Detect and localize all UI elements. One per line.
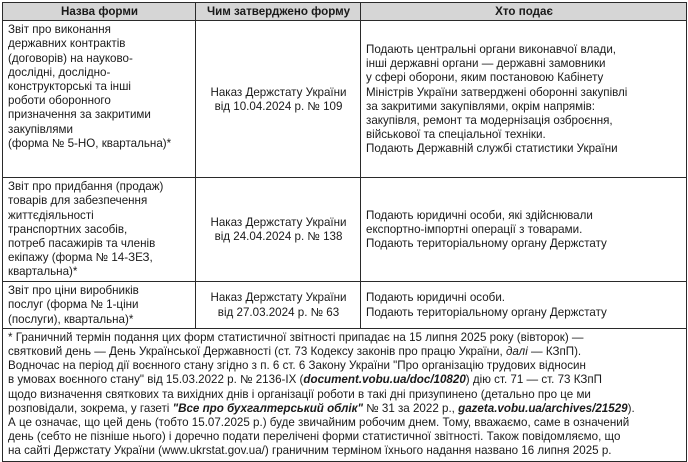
table-row — [3, 282, 687, 329]
text-line: потреб пасажирів та членів — [8, 237, 156, 251]
text-line: Подають центральні органи виконавчої влади, — [366, 42, 617, 56]
text-line: Звіт про придбання (продаж) — [8, 180, 164, 194]
text-line: закупівлями — [8, 122, 73, 136]
approval-cell — [196, 282, 361, 329]
text-line: військової та спеціальної техніки. — [366, 128, 546, 142]
text-line: Міністрів України затверджені оборонні закупівлі — [366, 85, 628, 99]
text-line: від 24.04.2024 р. № 138 — [214, 230, 343, 244]
footnote-line: щодо визначення святкових та вихідних днів і організації роботи в такі дні призупинено (детально про це ми — [8, 387, 591, 401]
footnote-line: на сайті Держстату України (www.ukrstat.gov.ua/) граничним терміном їхнього надання названо 16 липня 2025 р. — [8, 444, 612, 458]
text-line: Наказ Держстату України — [210, 291, 347, 305]
footnote-text: розповідали, зокрема, у газеті — [8, 401, 173, 415]
text-line: дослідні, дослідно- — [8, 65, 111, 79]
gazeta-link[interactable]: gazeta.vobu.ua/archives/21529 — [458, 401, 628, 415]
who-submits-cell — [361, 282, 687, 329]
who-submits-cell — [361, 21, 687, 178]
footnote-line: А це означає, що цей день (тобто 15.07.2025 р.) буде звичайним робочим днем. Тому, вважаємо, саме в означений — [8, 416, 630, 430]
text-line: Подають юридичні особи. — [366, 291, 506, 305]
text-line: Подають територіальному органу Держстату — [366, 305, 607, 319]
text-line: (послуги), квартальна)* — [8, 312, 134, 326]
footnote-text: святковий день — День Української Державності (ст. 73 Кодексу законів про працю України, — [8, 345, 506, 359]
table-row — [3, 21, 687, 178]
footnote-line — [8, 373, 680, 387]
text-line: Подають територіальному органу Держстату — [366, 237, 607, 251]
text-line: інші державні органи — державні замовники — [366, 57, 606, 71]
text-line: Подають Державній службі статистики України — [366, 142, 618, 156]
text-line: транспортних засобів, — [8, 222, 128, 236]
text-line: роботи оборонного — [8, 94, 111, 108]
text-line: Наказ Держстату України — [210, 216, 347, 229]
statistical-forms-table — [2, 2, 687, 462]
approval-cell — [196, 178, 361, 282]
footnote-text: — КЗпП). — [527, 345, 582, 359]
document-page — [2, 2, 686, 458]
header-who-submits: Хто подає — [361, 3, 687, 21]
text-line: конструкторські та інші — [8, 80, 131, 94]
text-line: екіпажу (форма № 14-ЗЕЗ, — [8, 251, 153, 265]
footnote-line — [8, 402, 680, 416]
footnote-text: № 31 за 2022 р., — [363, 401, 459, 415]
header-form-name: Назва форми — [3, 3, 196, 21]
text-line: Звіт про виконання — [8, 23, 111, 37]
text-line: державних контрактів — [8, 37, 126, 51]
header-approved-by: Чим затверджено форму — [196, 3, 361, 21]
text-line: від 27.03.2024 р. № 63 — [217, 305, 340, 319]
who-submits-cell — [361, 178, 687, 282]
footnote-text: ) дію ст. 71 — ст. 73 КЗпП — [465, 373, 602, 387]
text-line: Звіт про ціни виробників — [8, 284, 139, 298]
text-line: (форма № 5-НО, квартальна)* — [8, 136, 172, 150]
footnote-line: день (себто не пізніше нього) і доречно подати перелічені форми статистичної звітності. Також повідомляємо, що — [8, 430, 621, 444]
text-line: за закритими закупівлями, окрім напрямів: — [366, 99, 596, 113]
table-row — [3, 178, 687, 282]
footnote-text: ). — [627, 401, 635, 415]
text-line: товарів для забезпечення — [8, 194, 148, 208]
form-name-cell — [3, 21, 196, 178]
footnote-row — [3, 328, 687, 461]
text-line: життєдіяльності — [8, 208, 94, 222]
footnote-italic-text: далі — [505, 345, 528, 359]
text-line: закупівля, ремонт та модернізація озброєння, — [366, 113, 613, 127]
text-line: експортно-імпортні операції з товарами. — [366, 223, 583, 237]
document-link[interactable]: document.vobu.ua/doc/10820 — [303, 373, 466, 387]
text-line: Подають юридичні особи, які здійснювали — [366, 208, 593, 222]
footnote-cell — [3, 328, 687, 461]
text-line: послуг (форма № 1-ціни — [8, 298, 139, 312]
form-name-cell — [3, 282, 196, 329]
table-header-row — [3, 3, 687, 21]
text-line: (договорів) на науково- — [8, 51, 133, 65]
text-line: квартальна)* — [8, 265, 78, 279]
footnote-text: в умовах воєнного стану" від 15.03.2022 р. № 2136-IX ( — [8, 373, 304, 387]
approval-cell — [196, 21, 361, 178]
form-name-cell — [3, 178, 196, 282]
text-line: у сфері оборони, яким постановою Кабінету — [366, 71, 604, 85]
footnote-line — [8, 345, 680, 359]
newspaper-title: "Все про бухгалтерський облік" — [172, 401, 363, 415]
text-line: від 10.04.2024 р. № 109 — [214, 99, 343, 113]
text-line: Наказ Держстату України — [210, 85, 347, 99]
footnote-line: Водночас на період дії воєнного стану згідно з п. 6 ст. 6 Закону України "Про організацію трудових відносин — [8, 359, 586, 373]
text-line: призначення за закритими — [8, 108, 151, 122]
footnote-line: * Граничний термін подання цих форм статистичної звітності припадає на 15 липня 2025 року (вівторок) — — [8, 330, 584, 344]
